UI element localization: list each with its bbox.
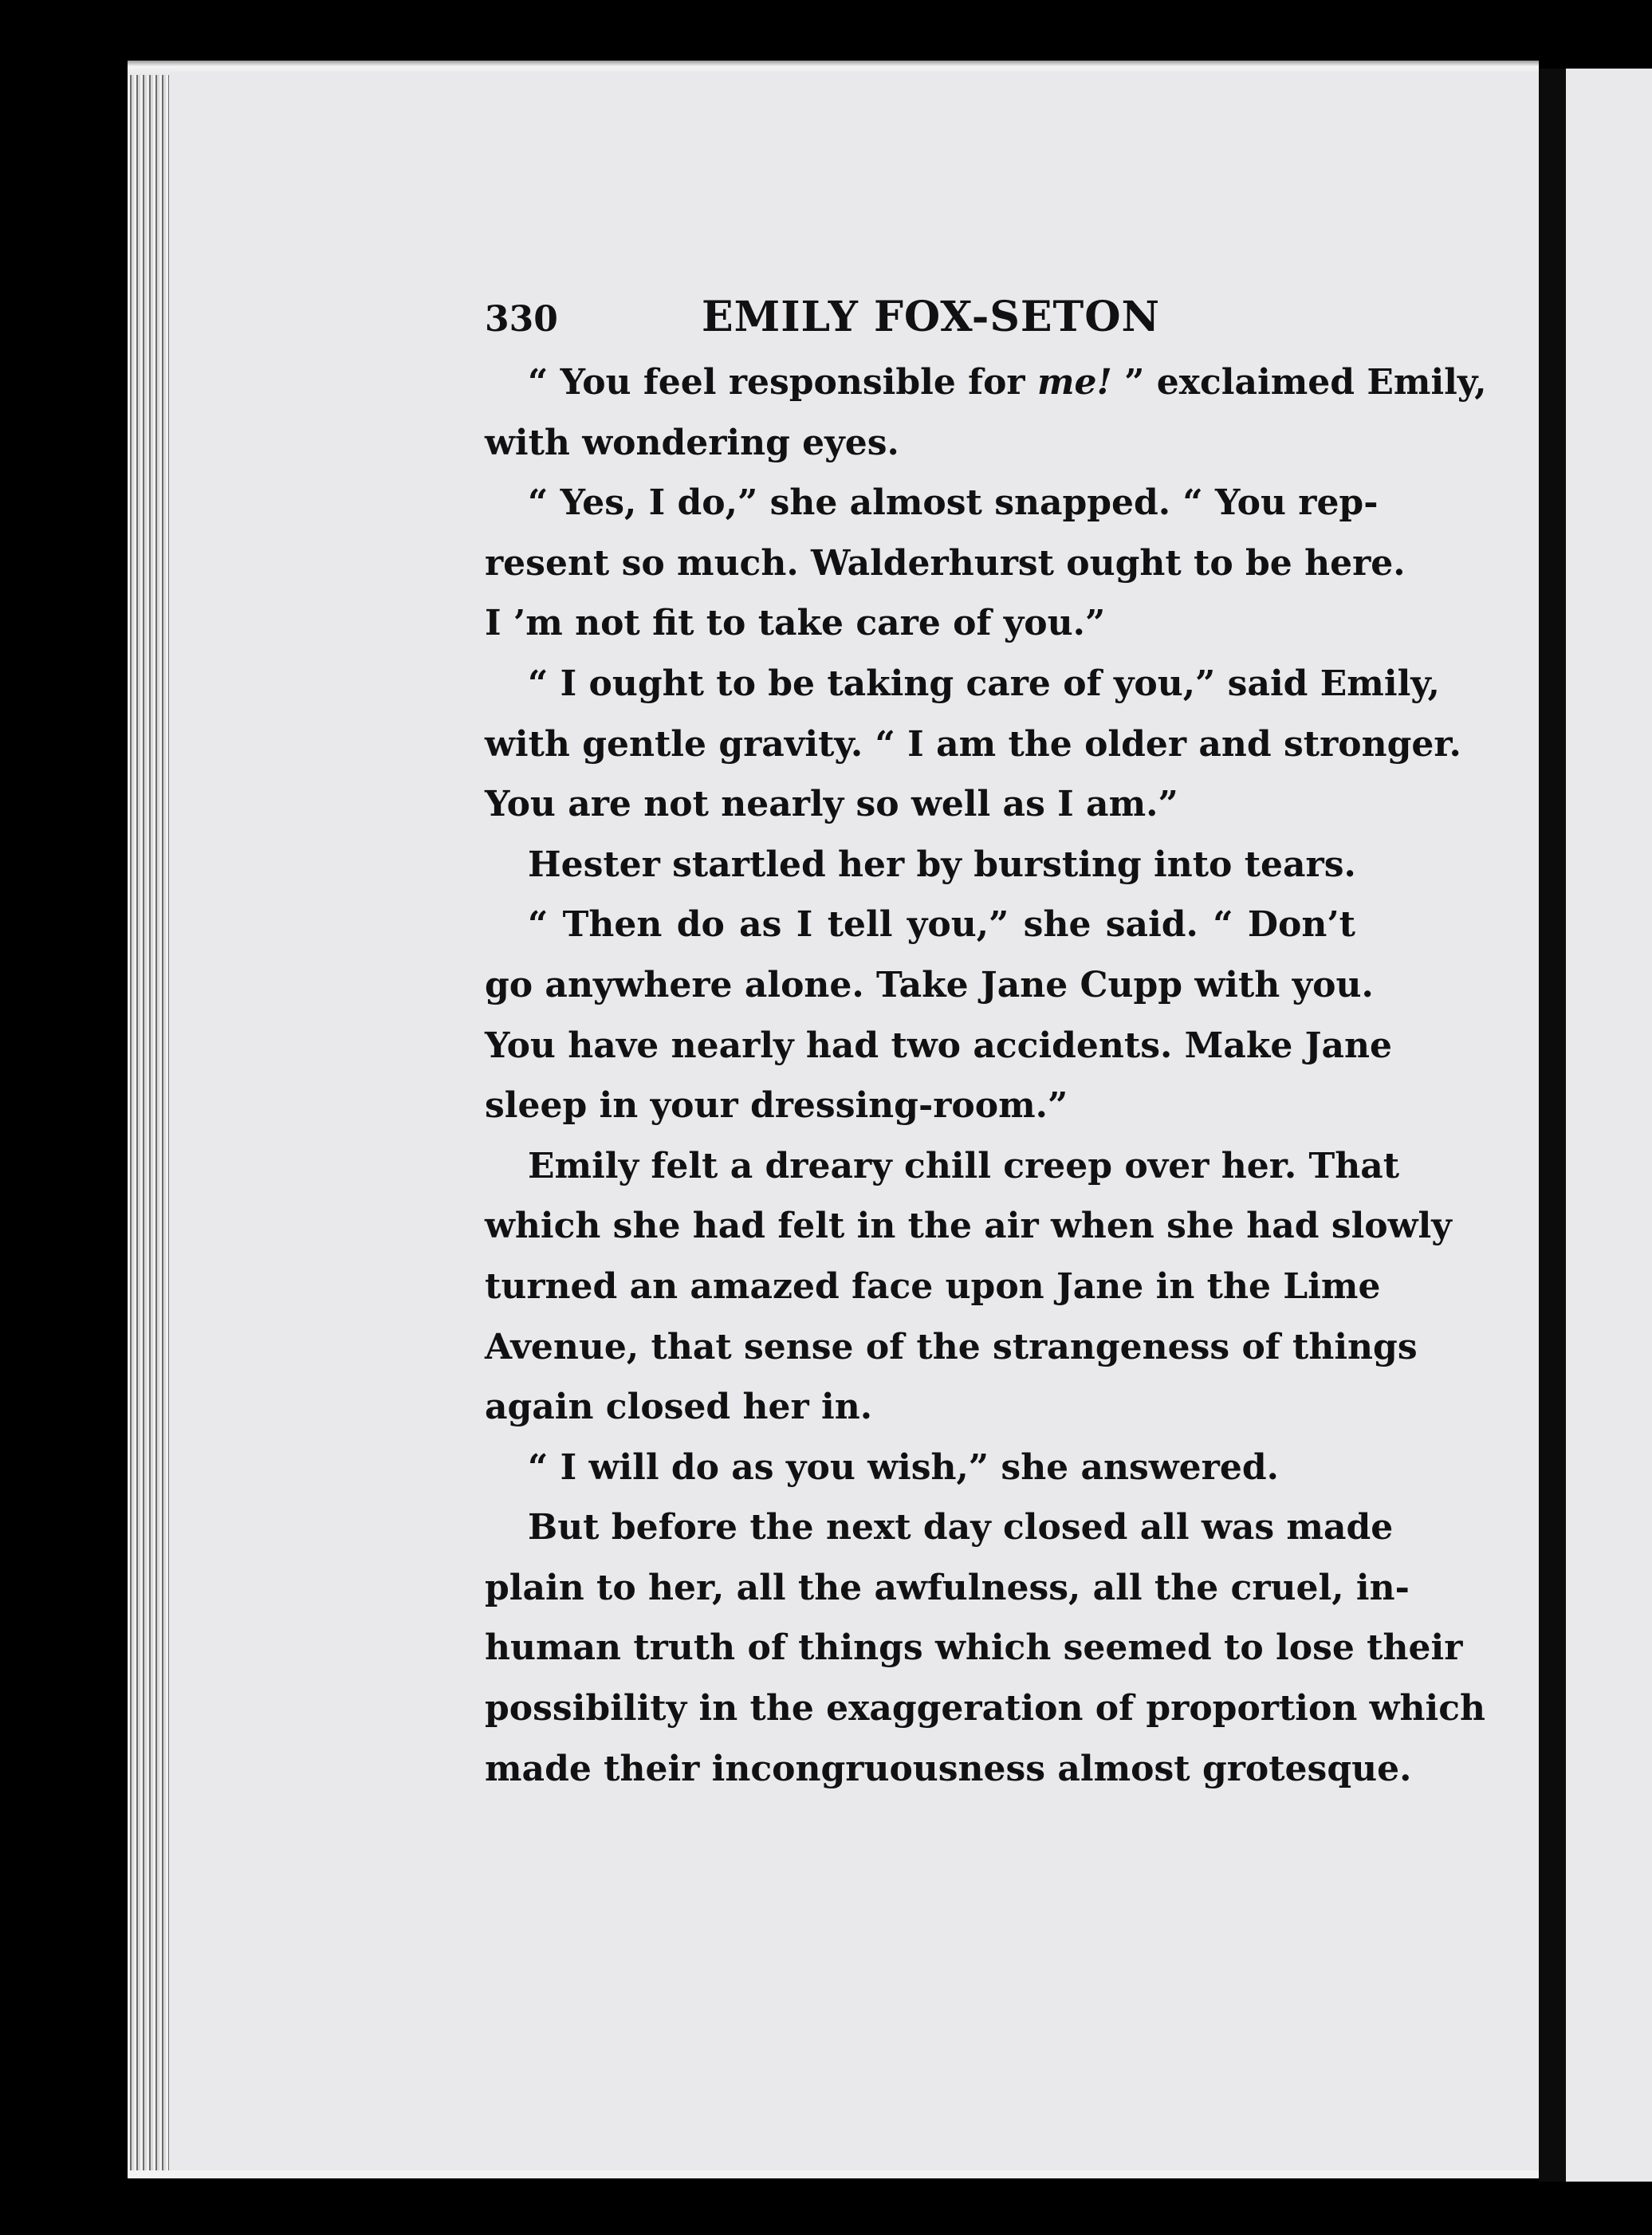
book-gutter bbox=[1539, 69, 1566, 2182]
paragraph bbox=[485, 835, 1355, 895]
facing-page bbox=[1566, 69, 1652, 2182]
text-line: “ Then do as I tell you,” she said. “ Don’t bbox=[528, 904, 1355, 946]
running-title: EMILY FOX-SETON bbox=[702, 293, 1161, 341]
text-run: ” exclaimed Emily, bbox=[1111, 362, 1487, 403]
text-line: Emily felt a dreary chill creep over her. That bbox=[528, 1145, 1400, 1186]
text-line: Hester startled her by bursting into tears. bbox=[528, 844, 1356, 885]
text-line: turned an amazed face upon Jane in the Lime bbox=[485, 1265, 1381, 1307]
page-bottom-edge bbox=[128, 2170, 1539, 2178]
text-line: go anywhere alone. Take Jane Cupp with you. bbox=[485, 964, 1374, 1005]
paragraph bbox=[485, 1438, 1355, 1498]
paragraph bbox=[485, 1497, 1486, 1799]
text-line: possibility in the exaggeration of proportion which bbox=[485, 1688, 1486, 1729]
text-run: “ You feel responsible for bbox=[528, 362, 1037, 403]
text-line: “ Yes, I do,” she almost snapped. “ You rep- bbox=[528, 482, 1379, 524]
text-line: But before the next day closed all was made bbox=[528, 1507, 1394, 1548]
page-number: 330 bbox=[485, 299, 558, 340]
paragraph bbox=[485, 1136, 1452, 1438]
text-line: plain to her, all the awfulness, all the cruel, in- bbox=[485, 1567, 1410, 1608]
text-line: which she had felt in the air when she had slowly bbox=[485, 1206, 1452, 1247]
emphasis-text: me! bbox=[1036, 362, 1112, 403]
paragraph bbox=[485, 352, 1487, 473]
text-line: You are not nearly so well as I am.” bbox=[485, 784, 1178, 825]
text-line: “ I ought to be taking care of you,” said Emily, bbox=[528, 663, 1440, 704]
text-line: resent so much. Walderhurst ought to be here. bbox=[485, 542, 1406, 584]
paragraph bbox=[485, 654, 1461, 835]
page-edges bbox=[128, 62, 174, 2174]
text-line: with gentle gravity. “ I am the older and stronger. bbox=[485, 723, 1461, 765]
text-line: You have nearly had two accidents. Make Jane bbox=[485, 1025, 1392, 1066]
paragraph bbox=[485, 473, 1406, 654]
running-head bbox=[485, 287, 1355, 351]
text-line: human truth of things which seemed to lose their bbox=[485, 1627, 1463, 1669]
text-line: “ I will do as you wish,” she answered. bbox=[528, 1446, 1279, 1488]
text-line: sleep in your dressing-room.” bbox=[485, 1085, 1068, 1127]
paragraph bbox=[485, 895, 1392, 1135]
page-text bbox=[485, 287, 1487, 1799]
text-line: made their incongruousness almost grotesque. bbox=[485, 1748, 1412, 1789]
text-line: again closed her in. bbox=[485, 1387, 873, 1428]
text-line: Avenue, that sense of the strangeness of things bbox=[485, 1326, 1418, 1367]
text-line bbox=[485, 352, 1487, 413]
text-line: I ’m not fit to take care of you.” bbox=[485, 603, 1106, 644]
text-line: with wondering eyes. bbox=[485, 422, 899, 463]
